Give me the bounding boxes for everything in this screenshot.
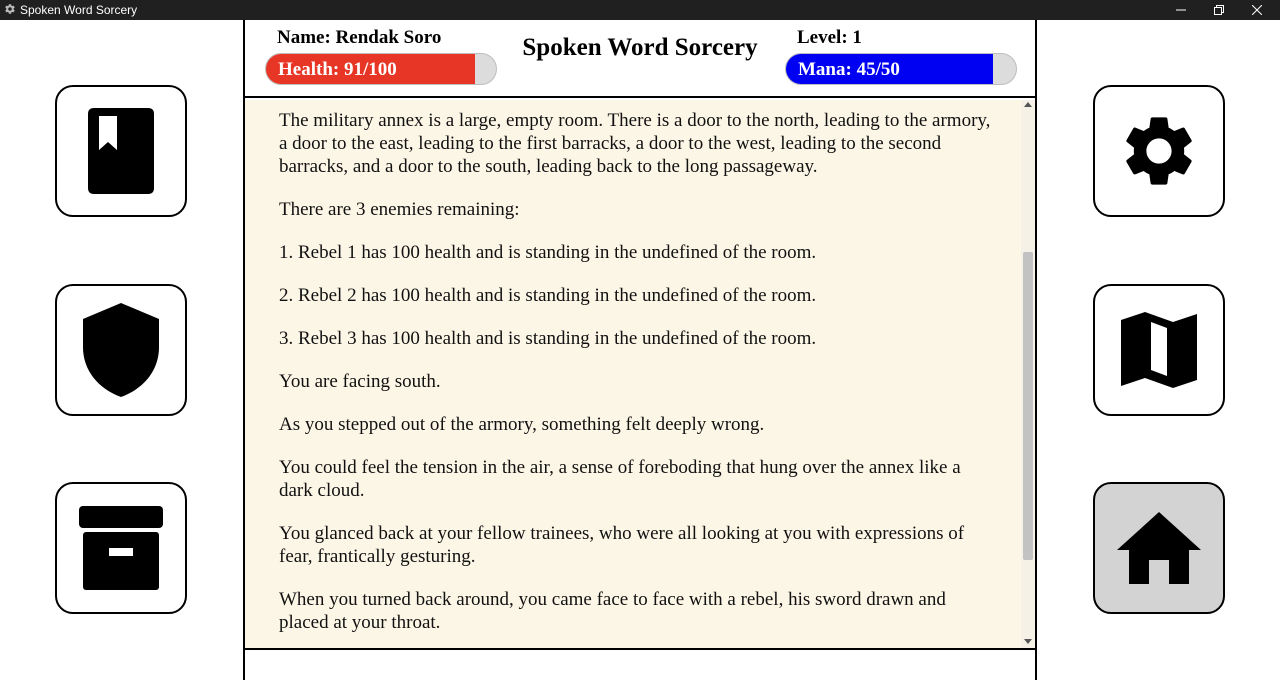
- scroll-up-arrow-icon[interactable]: [1024, 102, 1032, 107]
- restore-icon[interactable]: [1200, 0, 1238, 20]
- map-icon: [1121, 312, 1197, 388]
- story-paragraph: There are 3 enemies remaining:: [279, 199, 520, 220]
- window-titlebar: [0, 0, 1280, 20]
- player-level: Level: 1: [797, 27, 862, 48]
- mana-label: Mana: 45/50: [798, 59, 900, 80]
- story-paragraph: You are facing south.: [279, 371, 441, 392]
- story-text: [279, 109, 991, 654]
- story-paragraph: 2. Rebel 2 has 100 health and is standing in the undefined of the room.: [279, 285, 817, 306]
- shield-icon: [83, 303, 159, 397]
- scroll-down-arrow-icon[interactable]: [1024, 639, 1032, 644]
- health-label: Health: 91/100: [278, 59, 397, 80]
- status-header: [245, 20, 1035, 98]
- player-name: Name: Rendak Soro: [277, 27, 442, 48]
- close-icon[interactable]: [1238, 0, 1276, 20]
- gear-icon: [1117, 109, 1201, 193]
- story-paragraph: 3. Rebel 3 has 100 health and is standing in the undefined of the room.: [279, 328, 817, 349]
- inventory-box-icon: [79, 506, 163, 590]
- home-button[interactable]: [1093, 482, 1225, 614]
- gear-icon: [4, 3, 16, 15]
- home-icon: [1117, 512, 1201, 584]
- mana-bar: [785, 53, 1017, 85]
- story-paragraph: 1. Rebel 1 has 100 health and is standing in the undefined of the room.: [279, 242, 817, 263]
- book-icon: [86, 108, 156, 194]
- health-bar: [265, 53, 497, 85]
- map-button[interactable]: [1093, 284, 1225, 416]
- inventory-button[interactable]: [55, 482, 187, 614]
- story-log[interactable]: [245, 100, 1035, 648]
- story-paragraph: You glanced back at your fellow trainees, who were all looking at you with expressions of fear, frantically gesturing.: [279, 523, 965, 567]
- scroll-thumb[interactable]: [1023, 252, 1033, 560]
- defense-button[interactable]: [55, 284, 187, 416]
- settings-button[interactable]: [1093, 85, 1225, 217]
- story-paragraph: When you turned back around, you came face to face with a rebel, his sword drawn and placed at your throat.: [279, 589, 946, 633]
- journal-button[interactable]: [55, 85, 187, 217]
- story-scrollbar[interactable]: [1021, 100, 1035, 648]
- minimize-icon[interactable]: [1162, 0, 1200, 20]
- game-title: Spoken Word Sorcery: [522, 34, 758, 61]
- story-paragraph: You could feel the tension in the air, a sense of foreboding that hung over the annex like a dark cloud.: [279, 457, 961, 501]
- window-title: Spoken Word Sorcery: [20, 3, 138, 17]
- game-panel: [243, 20, 1037, 680]
- story-paragraph: The military annex is a large, empty room. There is a door to the north, leading to the armory, a door to the east, leading to the first barracks, a door to the west, leading to the second barracks, and a door to the south, leading back to the long passageway.: [279, 110, 991, 177]
- story-paragraph: As you stepped out of the armory, something felt deeply wrong.: [279, 414, 765, 435]
- command-input-area[interactable]: [245, 648, 1035, 680]
